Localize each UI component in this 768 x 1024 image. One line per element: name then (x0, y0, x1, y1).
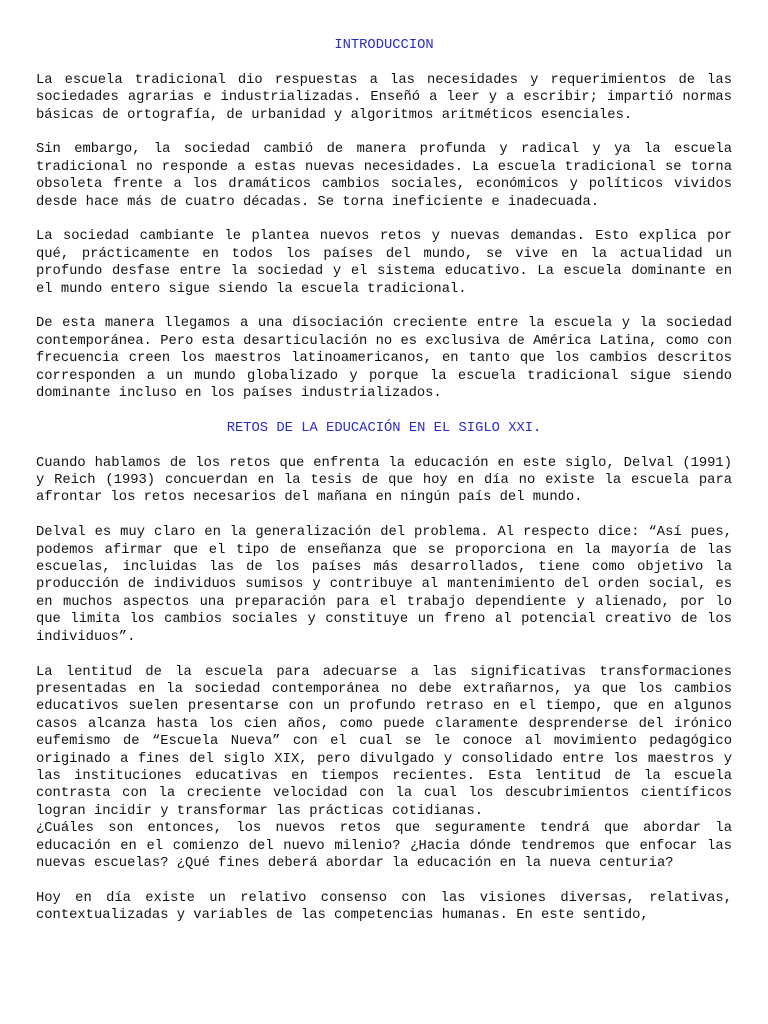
paragraph-section-5: Hoy en día existe un relativo consenso con las visiones diversas, relativas, contextualizadas y variables de las competencias humanas. En este sentido, (36, 890, 732, 924)
document-page (36, 37, 732, 942)
section-title: RETOS DE LA EDUCACIÓN EN EL SIGLO XXI. (226, 420, 542, 436)
paragraph-section-3: La lentitud de la escuela para adecuarse a las significativas transformaciones presentadas en la sociedad contemporánea no debe extrañarnos, ya que los cambios educativos suelen presentarse con un profundo retraso en el tiempo, que en algunos casos alcanza hasta los cien años, como puede claramente desprenderse del irónico eufemismo de “Escuela Nueva” con el cual se le conoce al movimiento pedagógico originado a fines del siglo XIX, pero divulgado y consolidado entre los maestros y las instituciones educativas en tiempos recientes. Esta lentitud de la escuela contrasta con la creciente velocidad con la cual los descubrimientos científicos logran incidir y transformar las prácticas cotidianas. (36, 664, 732, 819)
paragraph-intro-3: La sociedad cambiante le plantea nuevos retos y nuevas demandas. Esto explica por qué, prácticamente en todos los países del mundo, se vive en la actualidad un profundo desfase entre la sociedad y el sistema educativo. La escuela dominante en el mundo entero sigue siendo la escuela tradicional. (36, 229, 732, 297)
paragraph-section-1: Cuando hablamos de los retos que enfrenta la educación en este siglo, Delval (1991) y Reich (1993) concuerdan en la tesis de que hoy en día no existe la escuela para afrontar los retos necesarios del mañana en ningún país del mundo. (36, 455, 732, 506)
document-title: INTRODUCCION (334, 38, 434, 53)
paragraph-intro-1: La escuela tradicional dio respuestas a las necesidades y requerimientos de las sociedades agrarias e industrializadas. Enseñó a leer y a escribir; impartió normas básicas de ortografía, de urbanidad y algoritmos aritméticos esenciales. (36, 72, 732, 123)
paragraph-intro-4: De esta manera llegamos a una disociación creciente entre la escuela y la sociedad contemporánea. Pero esta desarticulación no es exclusiva de América Latina, como con frecuencia creen los maestros latinoamericanos, en tanto que los cambios descritos corresponden a un mundo globalizado y porque la escuela tradicional sigue siendo dominante incluso en los países industrializados. (36, 316, 732, 402)
paragraph-section-4: ¿Cuáles son entonces, los nuevos retos que seguramente tendrá que abordar la educación en el comienzo del nuevo milenio? ¿Hacia dónde tendremos que enfocar las nuevas escuelas? ¿Qué fines deberá abordar la educación en la nueva centuria? (36, 821, 732, 871)
paragraph-section-2: Delval es muy claro en la generalización del problema. Al respecto dice: “Así pues, podemos afirmar que el tipo de enseñanza que se proporciona en la mayoría de las escuelas, incluidas las de los países más desarrollados, tiene como objetivo la producción de individuos sumisos y contribuye al mantenimiento del orden social, es en muchos aspectos una preparación para el trabajo dependiente y alienado, por lo que limita los cambios sociales y constituye un freno al potencial creativo de los individuos”. (36, 525, 732, 645)
paragraph-intro-2: Sin embargo, la sociedad cambió de manera profunda y radical y ya la escuela tradicional no responde a estas nuevas necesidades. La escuela tradicional se torna obsoleta frente a los dramáticos cambios sociales, económicos y políticos vividos desde hace más de cuatro décadas. Se torna ineficiente e inadecuada. (36, 142, 732, 210)
